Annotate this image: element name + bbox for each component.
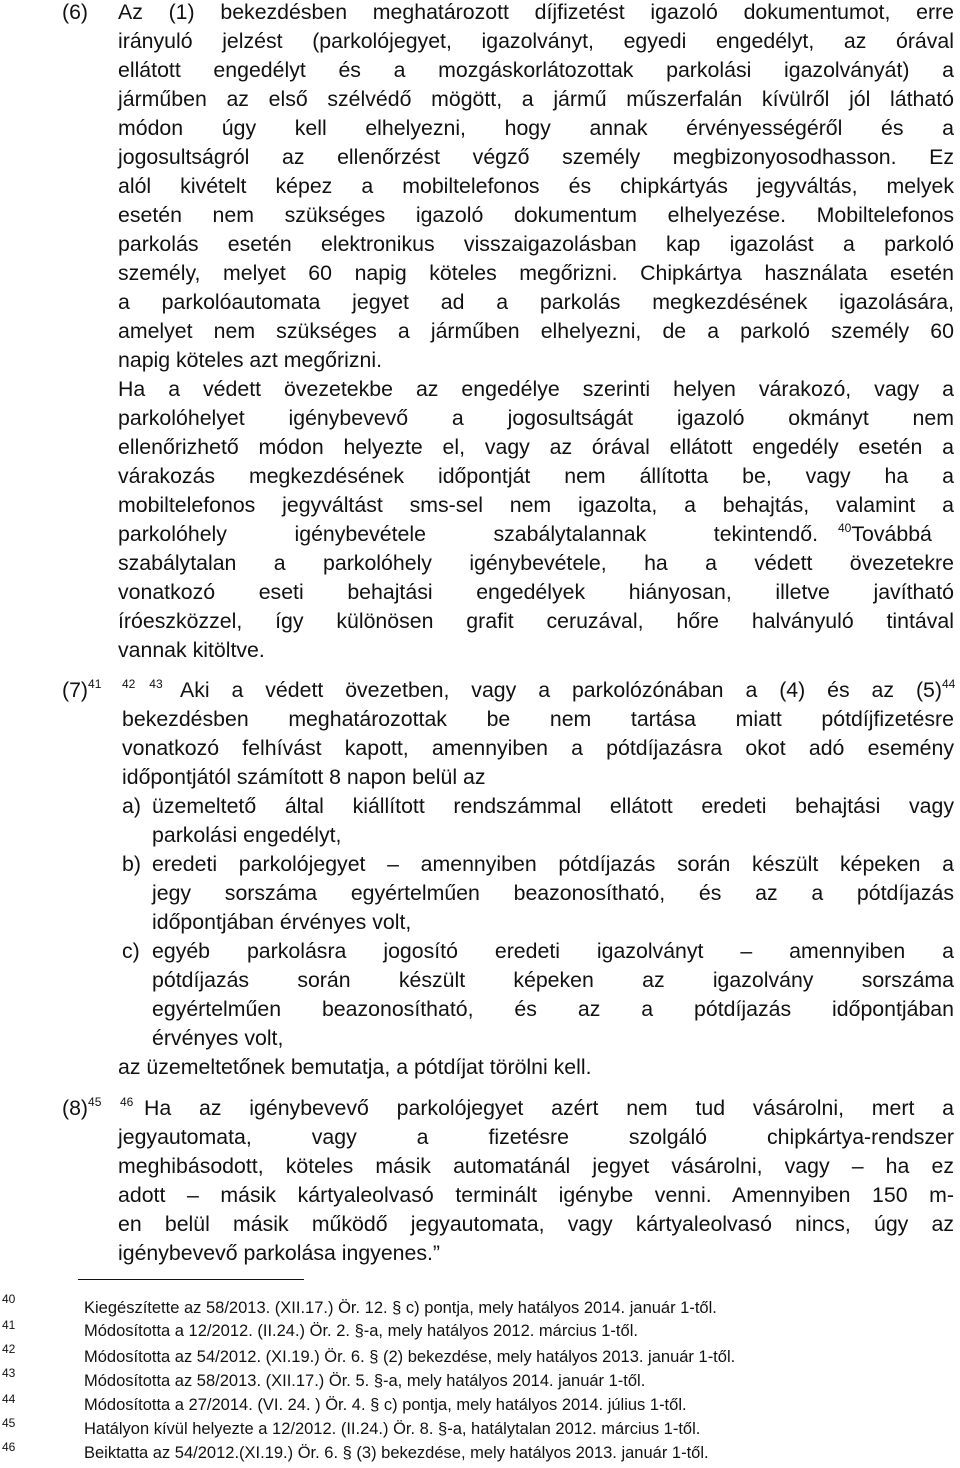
footnote-number: 43	[2, 1366, 16, 1380]
list-item-line: érvényes volt,	[152, 1026, 284, 1050]
paragraph-label-8: (8)$^{45}$	[62, 1095, 102, 1120]
footnote-text: Kiegészítette az 58/2013. (XII.17.) Ör. 12. § c) pontja, mely hatályos 2014. január 1-től.	[84, 1299, 717, 1317]
paragraph-line: igénybevevő parkolása ingyenes.”	[118, 1241, 441, 1265]
paragraph-line: adott – másik kártyaleolvasó terminált igénybe venni. Amennyiben 150 m-	[118, 1183, 954, 1207]
footnote-ref-42[interactable]: 42	[122, 677, 136, 691]
list-marker-a: a)	[122, 794, 141, 818]
list-item-line: parkolási engedélyt,	[152, 823, 342, 847]
list-item-line: egyéb parkolásra jogosító eredeti igazolványt – amennyiben a	[152, 939, 954, 963]
paragraph-line: ellátott engedélyt és a mozgáskorlátozottak parkolási igazolványát) a	[118, 58, 954, 82]
paragraph-label-6: (6)	[62, 0, 89, 24]
footnote-number: 46	[2, 1440, 16, 1454]
paragraph-line: mobiltelefonos jegyváltást sms-sel nem igazolta, a behajtás, valamint a	[118, 493, 954, 517]
paragraph-line: Ha a védett övezetekbe az engedélye szerinti helyen várakozó, vagy a	[118, 377, 954, 401]
footnote-text: Módosította a 12/2012. (II.24.) Ör. 2. §-a, mely hatályos 2012. március 1-től.	[84, 1322, 638, 1340]
list-item-line: jegy sorszáma egyértelműen beazonosítható, és az a pótdíjazás	[152, 881, 954, 905]
footnote-text: Módosította a 27/2014. (VI. 24. ) Ör. 4. § c) pontja, mely hatályos 2014. július 1-től.	[84, 1396, 687, 1414]
paragraph-line: szabálytalan a parkolóhely igénybevétele, ha a védett övezetekre	[118, 551, 954, 575]
footnote-ref-44[interactable]: 44	[942, 677, 956, 691]
footnote-number: 41	[2, 1318, 16, 1332]
paragraph-line: parkolás esetén elektronikus visszaigazolásban kap igazolást a parkoló	[118, 232, 954, 256]
paragraph-line: bekezdésben meghatározottak be nem tartása miatt pótdíjfizetésre	[122, 707, 954, 731]
footnote-text: Beiktatta az 54/2012.(XI.19.) Ör. 6. § (3) bekezdése, mely hatályos 2013. január 1-től.	[84, 1444, 709, 1462]
footnote-text: Módosította az 54/2012. (XI.19.) Ör. 6. § (2) bekezdése, mely hatályos 2013. január 1-től.	[84, 1348, 736, 1366]
paragraph-line: vannak kitöltve.	[118, 638, 265, 662]
footnote-text: Módosította az 58/2013. (XII.17.) Ör. 5. §-a, mely hatályos 2014. január 1-től.	[84, 1372, 646, 1390]
footnote-ref-40[interactable]: 40	[838, 521, 852, 535]
continuation-word: $^{40}$Továbbá	[838, 521, 932, 546]
footnote-ref-46[interactable]: 46	[120, 1095, 134, 1109]
list-item-line: üzemeltető által kiállított rendszámmal ellátott eredeti behajtási vagy	[152, 794, 954, 818]
footnote-refs-42-43	[122, 676, 163, 705]
footnote-number: 44	[2, 1392, 16, 1406]
paragraph-line: parkolóhelyet igénybevevő a jogosultságát igazoló okmányt nem	[118, 406, 954, 430]
paragraph-line: időpontjától számított 8 napon belül az	[122, 765, 486, 789]
footnote-separator	[78, 1279, 304, 1280]
footnote-ref-43[interactable]: 43	[149, 677, 163, 691]
paragraph-line: íróeszközzel, így különösen grafit ceruzával, hőre halványuló tintával	[118, 609, 954, 633]
paragraph-line: irányuló jelzést (parkolójegyet, igazolványt, egyedi engedélyt, az órával	[118, 29, 954, 53]
paragraph-line: napig köteles azt megőrizni.	[118, 348, 382, 372]
paragraph-line: Az (1) bekezdésben meghatározott díjfizetést igazoló dokumentumot, erre	[118, 0, 954, 24]
paragraph-line: alól kivételt képez a mobiltelefonos és chipkártyás jegyváltás, melyek	[118, 174, 954, 198]
list-marker-b: b)	[122, 852, 141, 876]
paragraph-line: a parkolóautomata jegyet ad a parkolás megkezdésének igazolására,	[118, 290, 954, 314]
paragraph-line: járműben az első szélvédő mögött, a jármű műszerfalán kívülről jól látható	[118, 87, 954, 111]
paragraph-line: parkolóhely igénybevétele szabálytalannak tekintendő.	[118, 522, 818, 546]
paragraph-line: ellenőrizhető módon helyezte el, vagy az órával ellátott engedély esetén a	[118, 435, 954, 459]
list-item-line: időpontjában érvényes volt,	[152, 910, 412, 934]
paragraph-label-7: (7)$^{41}$	[62, 677, 102, 702]
paragraph-line: módon úgy kell elhelyezni, hogy annak érvényességéről és a	[118, 116, 954, 140]
paragraph-line: jogosultságról az ellenőrzést végző személy megbizonyosodhasson. Ez	[118, 145, 954, 169]
footnote-ref-41[interactable]: 41	[88, 677, 102, 691]
footnote-number: 40	[2, 1292, 16, 1306]
paragraph-line: vonatkozó eseti behajtási engedélyek hiányosan, illetve javítható	[118, 580, 954, 604]
paragraph-line: várakozás megkezdésének időpontját nem állította be, vagy ha a	[118, 464, 954, 488]
paragraph-line: vonatkozó felhívást kapott, amennyiben a pótdíjazásra okot adó esemény	[122, 736, 954, 760]
footnote-number: 42	[2, 1342, 16, 1356]
paragraph-line: amelyet nem szükséges a járműben elhelyezni, de a parkoló személy 60	[118, 319, 954, 343]
paragraph-line: személy, melyet 60 napig köteles megőrizni. Chipkártya használata esetén	[118, 261, 954, 285]
paragraph-line: Ha az igénybevevő parkolójegyet azért nem tud vásárolni, mert a	[144, 1096, 954, 1120]
paragraph-closing: az üzemeltetőnek bemutatja, a pótdíjat törölni kell.	[118, 1055, 592, 1079]
footnote-ref-45[interactable]: 45	[88, 1095, 102, 1109]
list-item-line: eredeti parkolójegyet – amennyiben pótdíjazás során készült képeken a	[152, 852, 954, 876]
paragraph-line: esetén nem szükséges igazoló dokumentum elhelyezése. Mobiltelefonos	[118, 203, 954, 227]
footnote-number: 45	[2, 1416, 16, 1430]
list-item-line: pótdíjazás során készült képeken az igazolvány sorszáma	[152, 968, 954, 992]
paragraph-line: jegyautomata, vagy a fizetésre szolgáló chipkártya-rendszer	[118, 1125, 954, 1149]
footnote-text: Hatályon kívül helyezte a 12/2012. (II.24.) Ör. 8. §-a, hatálytalan 2012. március 1-től.	[84, 1420, 701, 1438]
list-item-line: egyértelműen beazonosítható, és az a pótdíjazás időpontjában	[152, 997, 954, 1021]
list-marker-c: c)	[122, 939, 140, 963]
paragraph-line: meghibásodott, köteles másik automatánál jegyet vásárolni, vagy – ha ez	[118, 1154, 954, 1178]
paragraph-line: en belül másik működő jegyautomata, vagy kártyaleolvasó nincs, úgy az	[118, 1212, 954, 1236]
paragraph-line: Aki a védett övezetben, vagy a parkolózónában a (4) és az (5)	[180, 678, 942, 702]
